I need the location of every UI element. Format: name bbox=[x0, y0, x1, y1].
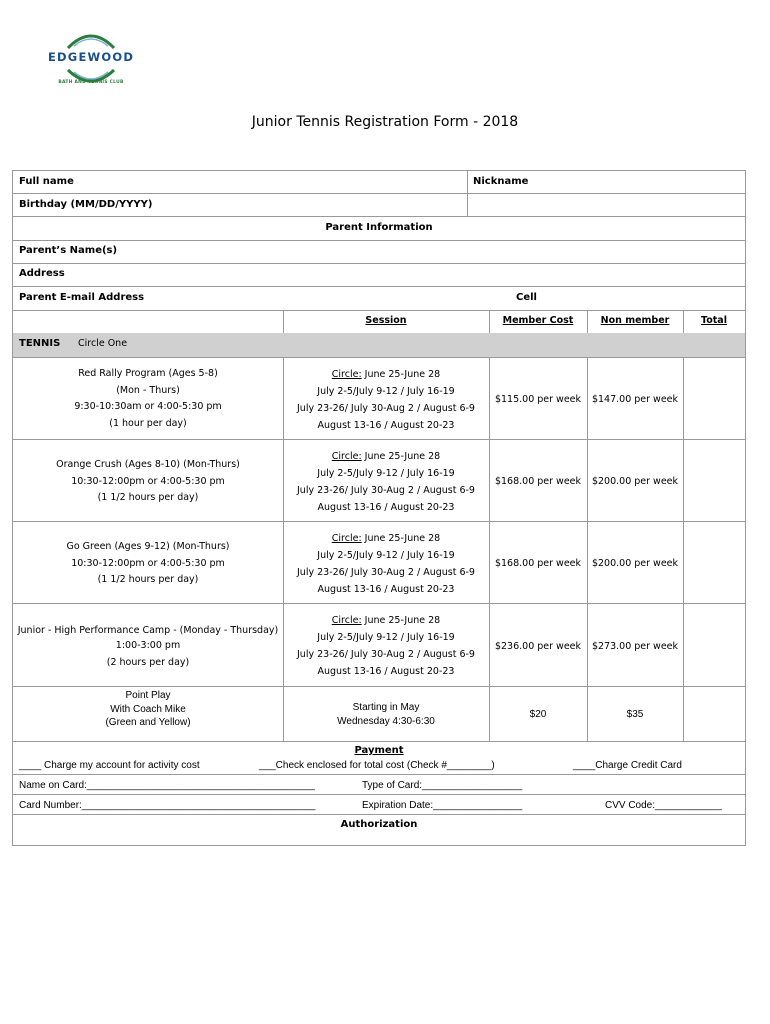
member-price: $20 bbox=[529, 709, 547, 720]
authorization-heading: Authorization bbox=[340, 819, 418, 830]
birthday-label[interactable]: Birthday (MM/DD/YYYY) bbox=[19, 199, 153, 210]
address-label[interactable]: Address bbox=[19, 268, 65, 279]
non-member-price: $200.00 per week bbox=[591, 476, 679, 487]
logo-name: EDGEWOOD bbox=[48, 50, 135, 64]
parent-names-label[interactable]: Parent’s Name(s) bbox=[19, 245, 118, 256]
member-price: $168.00 per week bbox=[494, 476, 582, 487]
non-member-price: $147.00 per week bbox=[591, 394, 679, 405]
type-of-card-field[interactable]: Type of Card:__________________ bbox=[362, 780, 523, 791]
charge-account-option[interactable]: ____ Charge my account for activity cost bbox=[19, 760, 200, 771]
cvv-code-field[interactable]: CVV Code:____________ bbox=[605, 800, 722, 811]
club-logo bbox=[48, 28, 134, 92]
check-enclosed-option[interactable]: ___Check enclosed for total cost (Check #________) bbox=[259, 760, 495, 771]
non-member-price: $200.00 per week bbox=[591, 558, 679, 569]
nickname-label[interactable]: Nickname bbox=[473, 176, 529, 187]
session-schedule: Starting in May Wednesday 4:30-6:30 bbox=[337, 702, 435, 727]
section-note: Circle One bbox=[78, 338, 128, 349]
payment-heading: Payment bbox=[354, 745, 404, 756]
logo-subtitle: BATH AND TENNIS CLUB bbox=[58, 80, 124, 85]
charge-credit-card-option[interactable]: ____Charge Credit Card bbox=[573, 760, 682, 771]
program-name: Point Play bbox=[125, 690, 171, 701]
parent-info-heading: Parent Information bbox=[325, 222, 433, 233]
program-name: Go Green (Ages 9-12) (Mon-Thurs) bbox=[66, 541, 230, 552]
expiration-date-field[interactable]: Expiration Date:________________ bbox=[362, 800, 523, 811]
non-member-price: $35 bbox=[626, 709, 644, 720]
header-non-member: Non member bbox=[600, 315, 670, 326]
header-session: Session bbox=[365, 315, 407, 326]
member-price: $168.00 per week bbox=[494, 558, 582, 569]
non-member-price: $273.00 per week bbox=[591, 641, 679, 652]
name-on-card-field[interactable]: Name on Card:_________________________________________ bbox=[19, 780, 315, 791]
program-name: Red Rally Program (Ages 5-8) bbox=[78, 368, 218, 379]
program-name: Orange Crush (Ages 8-10) (Mon-Thurs) bbox=[56, 459, 240, 470]
session-options[interactable]: Circle: June 25-June 28 July 2-5/July 9-12 / July 16-19 July 23-26/ July 30-Aug 2 / August 6-9 August 13-16 / August 20-23 bbox=[297, 451, 475, 513]
card-number-field[interactable]: Card Number:__________________________________________ bbox=[19, 800, 316, 811]
full-name-label[interactable]: Full name bbox=[19, 176, 74, 187]
parent-email-label[interactable]: Parent E-mail Address bbox=[19, 292, 145, 303]
header-total: Total bbox=[701, 315, 727, 326]
session-options[interactable]: Circle: June 25-June 28 July 2-5/July 9-12 / July 16-19 July 23-26/ July 30-Aug 2 / August 6-9 August 13-16 / August 20-23 bbox=[297, 369, 475, 431]
registration-form: Full name Nickname Birthday (MM/DD/YYYY) Parent Information Parent’s Name(s) Address Parent E-mail Address Cell Session Member Cost Non member Total TENNIS Circle One Red Rally Program (Ages 5-8) (Mon - Thurs) 9:30-10:30am or 4:00-5:30 pm (1 hour per day) Circle: June 25-June 28 July 2-5/July 9-12 / July 16-19 July 23-26/ July 30-Aug 2 / August 6-9 August 13-16 / August 20-23 $115.00 per week $147.00 per week Orange Crush (Ages 8-10) (Mon-Thurs) 10:30-12:00pm or 4:00-5:30 pm (1 1/2 hours per day) Circle: June 25-June 28 July 2-5/July 9-12 / July 16-19 July 23-26/ July 30-Aug 2 / August 6-9 August 13-16 / August 20-23 $168.00 per week $200.00 per week Go Green (Ages 9-12) (Mon-Thurs) 10:30-12:00pm or 4:00-5:30 pm (1 1/2 hours per day) Circle: June 25-June 28 July 2-5/July 9-12 / July 16-19 July 23-26/ July 30-Aug 2 / August 6-9 August 13-16 / August 20-23 $168.00 per week $200.00 per week Junior - High Performance Camp - (Monday - Thursday) 1:00-3:00 pm (2 hours per day) Circle: June 25-June 28 July 2-5/July 9-12 / July 16-19 July 23-26/ July 30-Aug 2 / August 6-9 August 13-16 / August 20-23 $236.00 per week $273.00 per week Point Play With Coach Mike (Green and Yellow) Starting in May Wednesday 4:30-6:30 $20 $35 Payment ____ Charge my account for activity cost ___Check enclosed for total cost (Check #________) ____Charge Credit Card Name on Card:_________________________________________ Type of Card:__________________ Card Number:__________________________________________ Expiration Date:________________ CVV Code:____________ Authorization bbox=[12, 170, 746, 846]
section-tennis: TENNIS bbox=[19, 338, 61, 349]
session-options[interactable]: Circle: June 25-June 28 July 2-5/July 9-12 / July 16-19 July 23-26/ July 30-Aug 2 / August 6-9 August 13-16 / August 20-23 bbox=[297, 615, 475, 677]
member-price: $236.00 per week bbox=[494, 641, 582, 652]
header-member-cost: Member Cost bbox=[502, 315, 574, 326]
page-title: Junior Tennis Registration Form - 2018 bbox=[251, 114, 519, 130]
program-name: Junior - High Performance Camp - (Monday - Thursday) bbox=[17, 625, 279, 636]
member-price: $115.00 per week bbox=[494, 394, 582, 405]
cell-label[interactable]: Cell bbox=[516, 292, 537, 303]
session-options[interactable]: Circle: June 25-June 28 July 2-5/July 9-12 / July 16-19 July 23-26/ July 30-Aug 2 / August 6-9 August 13-16 / August 20-23 bbox=[297, 533, 475, 595]
